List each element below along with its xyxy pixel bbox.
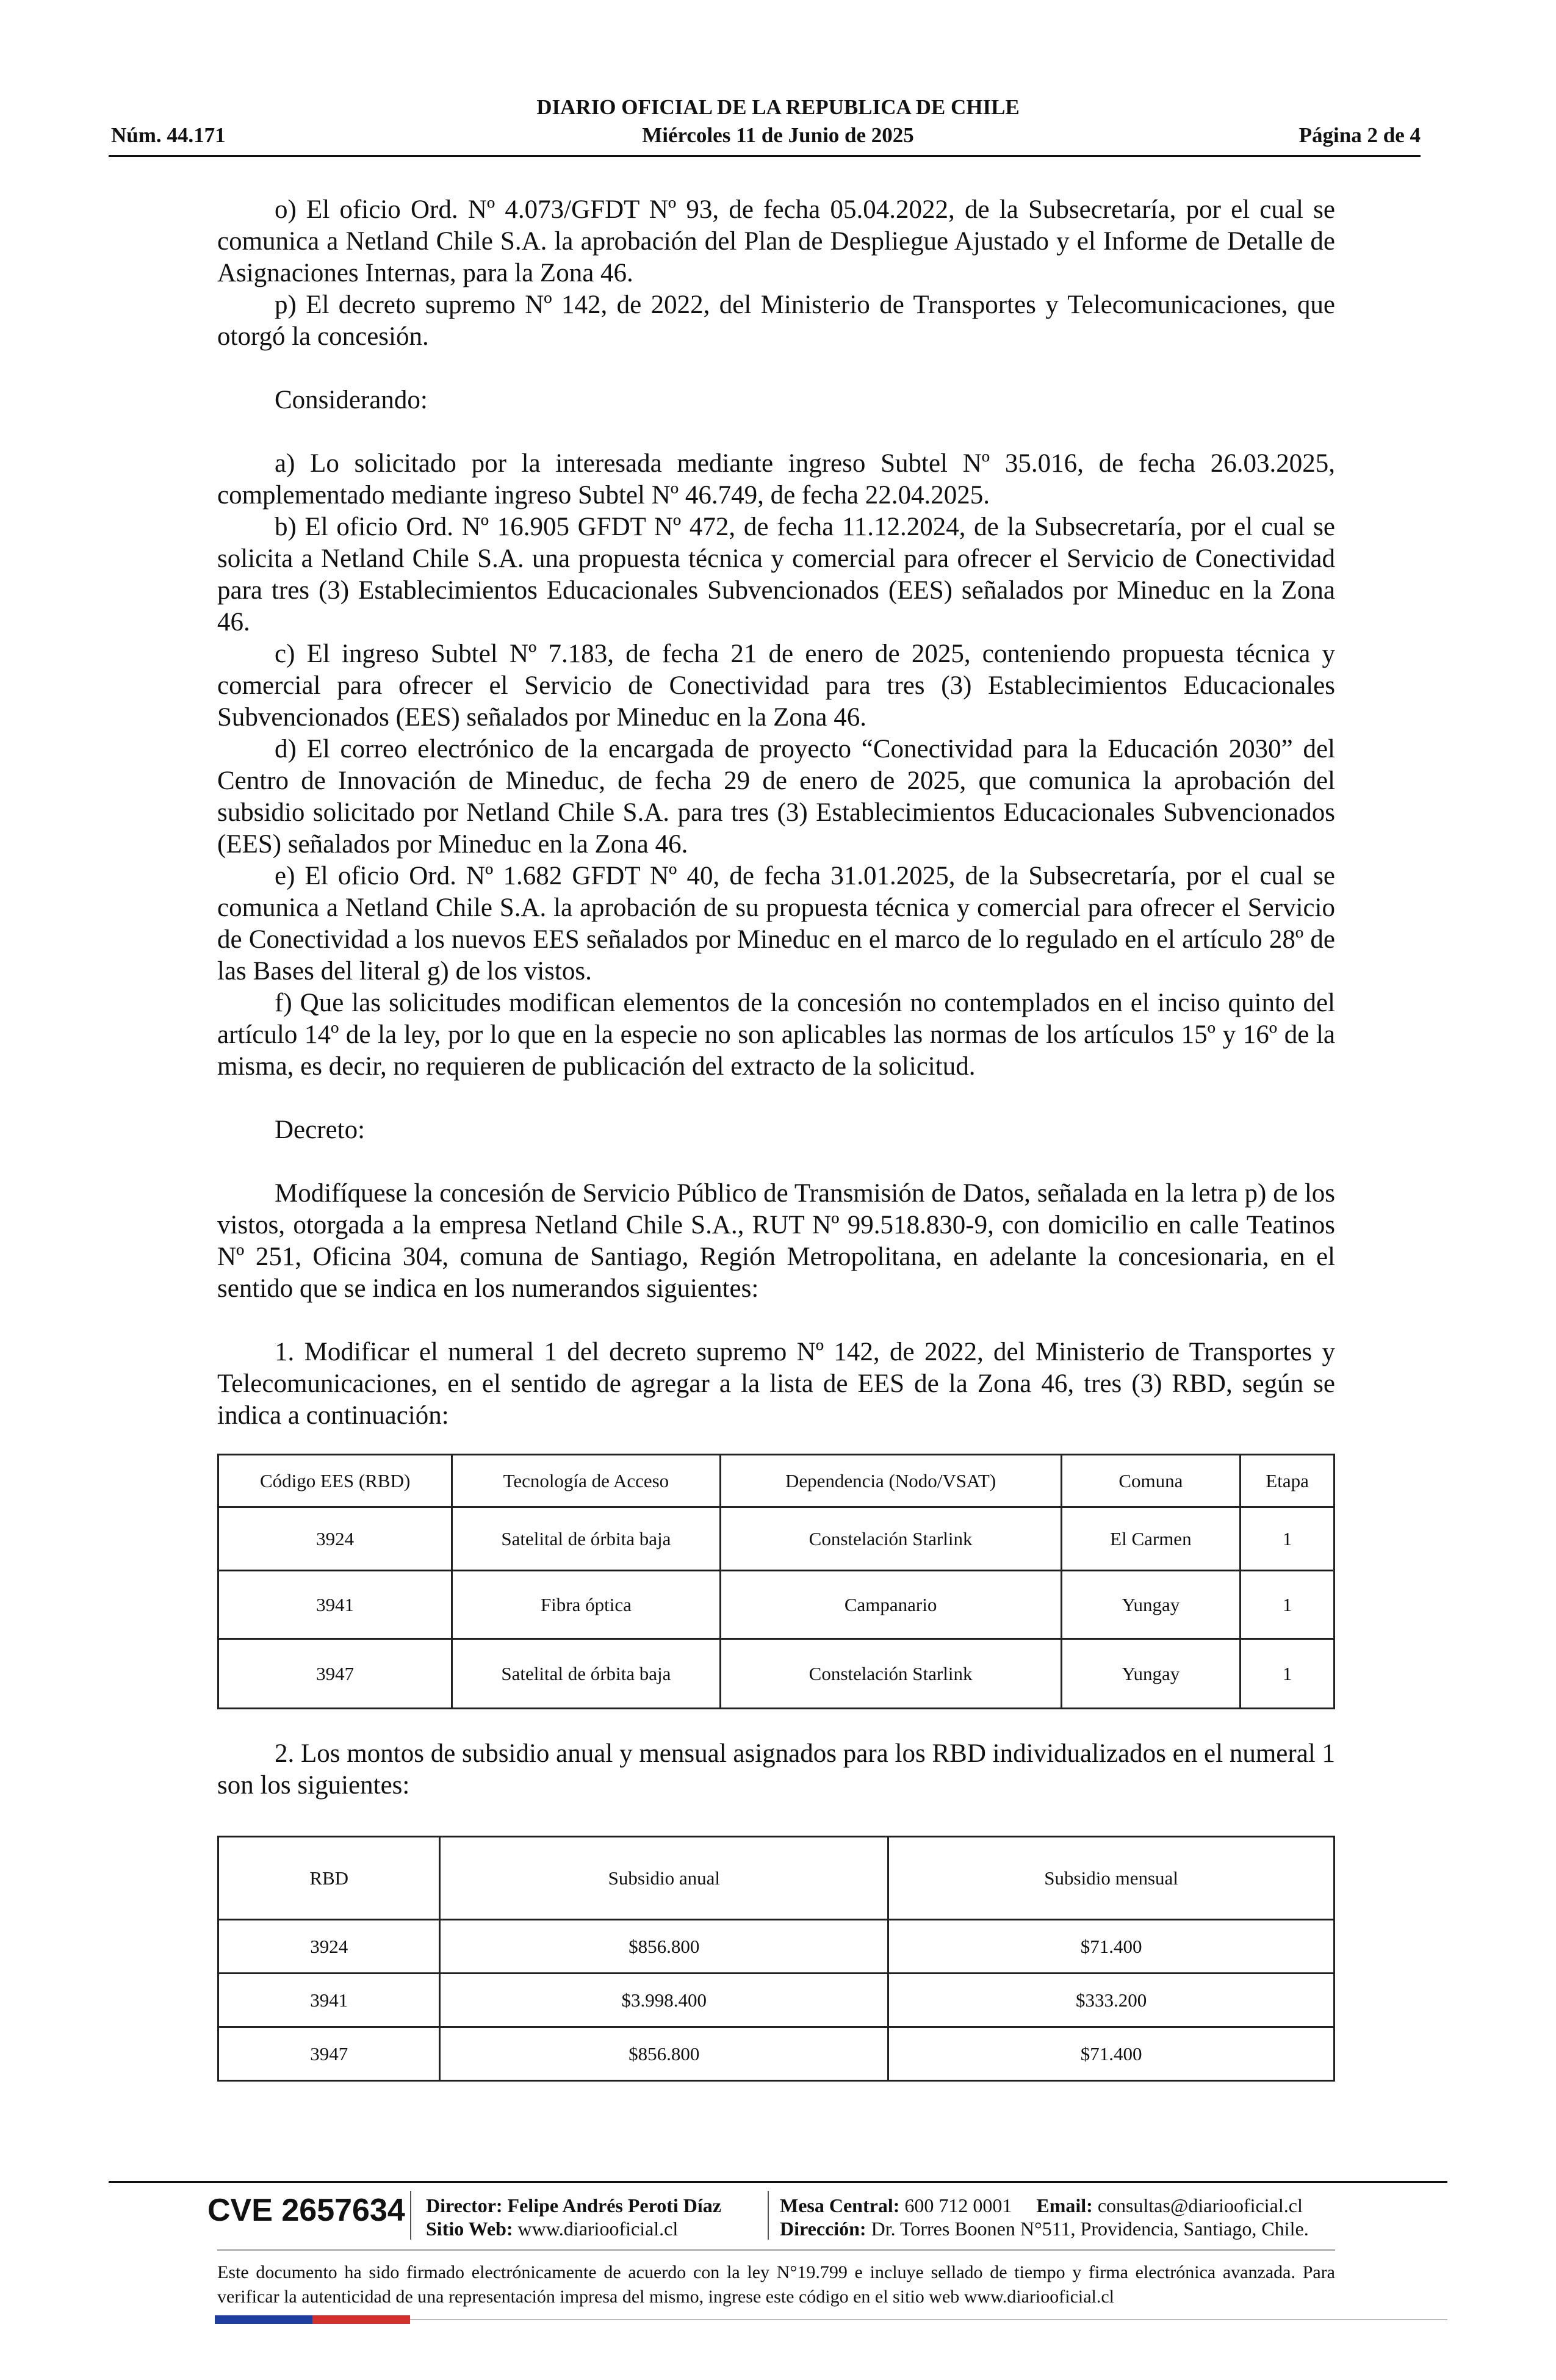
table-header-row (218, 1455, 1334, 1507)
column-header: Dependencia (Nodo/VSAT) (720, 1455, 1061, 1507)
column-header: Subsidio mensual (888, 1837, 1334, 1920)
address-label: Dirección: (780, 2218, 866, 2240)
considerando-c: c) El ingreso Subtel Nº 7.183, de fecha 21 de enero de 2025, conteniendo propuesta técnica y comercial para ofrecer el Servicio de Conectividad para tres (3) Establecimientos Educacionales Subvencionados (EES) señalados por Mineduc en la Zona 46. (217, 640, 1335, 732)
subsidy-table (217, 1836, 1335, 2082)
table-cell: 3947 (218, 2027, 440, 2081)
table-cell: 1 (1241, 1571, 1334, 1639)
phone-label: Mesa Central: (780, 2194, 900, 2216)
website-link[interactable]: www.diariooficial.cl (517, 2218, 679, 2240)
table-cell: $71.400 (888, 1920, 1334, 1974)
considerando-e: e) El oficio Ord. Nº 1.682 GFDT Nº 40, de fecha 31.01.2025, de la Subsecretaría, por el cual se comunica a Netland Chile S.A. la aprobación de su propuesta técnica y comercial para ofrecer el Servicio de Conectividad a los nuevos EES señalados por Mineduc en el marco de lo regulado en el artículo 28º de las Bases del literal g) de los vistos. (217, 862, 1335, 986)
table-cell: Yungay (1061, 1639, 1241, 1709)
considerando-a: a) Lo solicitado por la interesada mediante ingreso Subtel Nº 35.016, de fecha 26.03.2025, complementado mediante ingreso Subtel Nº 46.749, de fecha 22.04.2025. (217, 449, 1335, 510)
ees-table (217, 1454, 1335, 1709)
email-label: Email: (1036, 2194, 1093, 2216)
table-row (218, 1639, 1334, 1709)
table-cell: $3.998.400 (440, 1974, 888, 2027)
decreto-main: Modifíquese la concesión de Servicio Público de Transmisión de Datos, señalada en la letra p) de los vistos, otorgada a la empresa Netland Chile S.A., RUT Nº 99.518.830-9, con domicilio en calle Teatinos Nº 251, Oficina 304, comuna de Santiago, Región Metropolitana, en adelante la concesionaria, en el sentido que se indica en los numerandos siguientes: (217, 1179, 1335, 1303)
issue-date: Miércoles 11 de Junio de 2025 (642, 123, 914, 147)
considerando-heading: Considerando: (275, 386, 428, 414)
footer-divider (109, 2181, 1447, 2183)
footer-separator (768, 2191, 769, 2240)
table-cell: 1 (1241, 1507, 1334, 1571)
decreto-heading: Decreto: (275, 1116, 366, 1144)
table-cell: 3924 (218, 1920, 440, 1974)
table-cell: Campanario (720, 1571, 1061, 1639)
address-line (780, 2218, 1309, 2240)
table-cell: 3941 (218, 1974, 440, 2027)
verification-note: Este documento ha sido firmado electrónicamente de acuerdo con la ley N°19.799 e incluye sellado de tiempo y firma electrónica avanzada. Para verificar la autenticidad de una representación impresa del mismo, ingrese este código en el sitio web www.diariooficial.cl (217, 2262, 1335, 2307)
director-line (426, 2194, 721, 2217)
considerando-b: b) El oficio Ord. Nº 16.905 GFDT Nº 472, de fecha 11.12.2024, de la Subsecretaría, por el cual se solicita a Netland Chile S.A. una propuesta técnica y comercial para ofrecer el Servicio de Conectividad para tres (3) Establecimientos Educacionales Subvencionados (EES) señalados por Mineduc en la Zona 46. (217, 513, 1335, 636)
email-link[interactable]: consultas@diariooficial.cl (1097, 2194, 1303, 2216)
table-cell: 3947 (218, 1639, 452, 1709)
footer-separator (410, 2191, 411, 2240)
table-row (218, 1507, 1334, 1571)
table-cell: Fibra óptica (452, 1571, 720, 1639)
bottom-rule (410, 2319, 1447, 2320)
column-header: Tecnología de Acceso (452, 1455, 720, 1507)
table-cell: El Carmen (1061, 1507, 1241, 1571)
table-cell: 3924 (218, 1507, 452, 1571)
table-cell: $333.200 (888, 1974, 1334, 2027)
table-row (218, 1974, 1334, 2027)
footer-note-divider (217, 2249, 1335, 2251)
visto-p: p) El decreto supremo Nº 142, de 2022, del Ministerio de Transportes y Telecomunicaciones, que otorgó la concesión. (217, 290, 1335, 351)
table-cell: Satelital de órbita baja (452, 1639, 720, 1709)
decreto-item-1: 1. Modificar el numeral 1 del decreto supremo Nº 142, de 2022, del Ministerio de Transportes y Telecomunicaciones, en el sentido de agregar a la lista de EES de la Zona 46, tres (3) RBD, según se indica a continuación: (217, 1338, 1335, 1430)
decreto-item-2: 2. Los montos de subsidio anual y mensual asignados para los RBD individualizados en el numeral 1 son los siguientes: (217, 1739, 1335, 1800)
column-header: Código EES (RBD) (218, 1455, 452, 1507)
flag-color-bar (215, 2315, 410, 2324)
director-label: Director: (426, 2194, 503, 2216)
column-header: Etapa (1241, 1455, 1334, 1507)
table-cell: 3941 (218, 1571, 452, 1639)
column-header: Subsidio anual (440, 1837, 888, 1920)
page-indicator: Página 2 de 4 (1298, 123, 1421, 147)
table-cell: Yungay (1061, 1571, 1241, 1639)
red-stripe (312, 2315, 410, 2324)
address-value: Dr. Torres Boonen N°511, Providencia, Santiago, Chile. (871, 2218, 1309, 2240)
blue-stripe (215, 2315, 312, 2324)
visto-o: o) El oficio Ord. Nº 4.073/GFDT Nº 93, de fecha 05.04.2022, de la Subsecretaría, por el cual se comunica a Netland Chile S.A. la aprobación del Plan de Despliegue Ajustado y el Informe de Detalle de Asignaciones Internas, para la Zona 46. (217, 195, 1335, 287)
decreto-item-2-block (217, 1738, 1335, 1801)
cve-code: CVE 2657634 (207, 2193, 405, 2228)
table-cell: $71.400 (888, 2027, 1334, 2081)
table-cell: $856.800 (440, 1920, 888, 1974)
table-row (218, 1920, 1334, 1974)
table-row (218, 2027, 1334, 2081)
column-header: Comuna (1061, 1455, 1241, 1507)
table-cell: $856.800 (440, 2027, 888, 2081)
newspaper-title: DIARIO OFICIAL DE LA REPUBLICA DE CHILE (536, 95, 1020, 119)
considerando-f: f) Que las solicitudes modifican elementos de la concesión no contemplados en el inciso quinto del artículo 14º de la ley, por lo que en la especie no son aplicables las normas de los artículos 15º y 16º de la misma, es decir, no requieren de publicación del extracto de la solicitud. (217, 989, 1335, 1081)
table-cell: Constelación Starlink (720, 1507, 1061, 1571)
issue-number: Núm. 44.171 (111, 123, 226, 147)
director-name: Felipe Andrés Peroti Díaz (507, 2194, 721, 2216)
column-header: RBD (218, 1837, 440, 1920)
website-label: Sitio Web: (426, 2218, 513, 2240)
website-line (426, 2218, 678, 2240)
document-body (217, 194, 1335, 1432)
header-divider (109, 155, 1421, 157)
table-cell: Constelación Starlink (720, 1639, 1061, 1709)
table-header-row (218, 1837, 1334, 1920)
contact-line (780, 2194, 1303, 2217)
considerando-d: d) El correo electrónico de la encargada de proyecto “Conectividad para la Educación 2030” del Centro de Innovación de Mineduc, de fecha 29 de enero de 2025, que comunica la aprobación del subsidio solicitado por Netland Chile S.A. para tres (3) Establecimientos Educacionales Subvencionados (EES) señalados por Mineduc en la Zona 46. (217, 735, 1335, 859)
table-cell: Satelital de órbita baja (452, 1507, 720, 1571)
phone-value: 600 712 0001 (904, 2194, 1012, 2216)
table-cell: 1 (1241, 1639, 1334, 1709)
table-row (218, 1571, 1334, 1639)
